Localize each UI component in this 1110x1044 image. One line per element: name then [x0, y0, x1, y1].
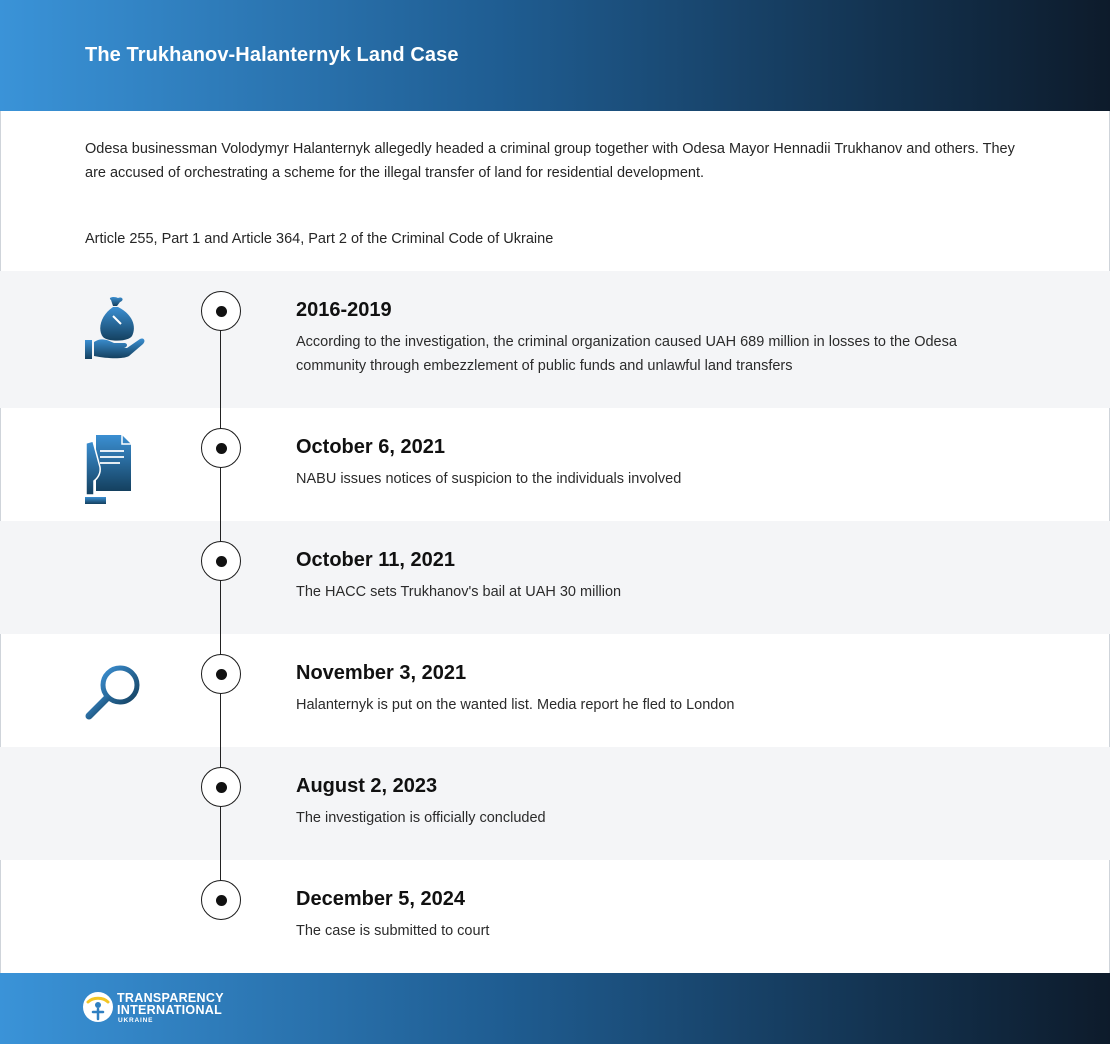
timeline-marker [201, 541, 241, 581]
event-description: NABU issues notices of suspicion to the individuals involved [296, 471, 682, 487]
event-date: December 5, 2024 [296, 888, 466, 910]
timeline-row [0, 747, 1110, 860]
event-date: 2016-2019 [296, 299, 392, 321]
logo-line-1: TRANSPARENCY [117, 991, 224, 1005]
event-date: August 2, 2023 [296, 775, 438, 797]
logo-emblem-icon [82, 991, 114, 1023]
event-date: October 11, 2021 [296, 549, 455, 571]
timeline-line [220, 311, 221, 899]
page-title: The Trukhanov-Halanternyk Land Case [85, 44, 459, 66]
intro-paragraph: Odesa businessman Volodymyr Halanternyk allegedly headed a criminal group together with Odesa Mayor Hennadii Trukhanov and others. They are accused of orchestrating a scheme for the illegal transfer of land for residential development. [85, 141, 1015, 181]
timeline-row [0, 860, 1110, 973]
timeline-row [0, 521, 1110, 634]
event-date: October 6, 2021 [296, 436, 445, 458]
timeline-marker [201, 428, 241, 468]
event-date: November 3, 2021 [296, 662, 467, 684]
event-description: The investigation is officially concluded [296, 810, 546, 826]
money-bag-hand-icon [84, 296, 146, 360]
document-hand-icon [84, 433, 134, 505]
footer-banner [0, 973, 1110, 1044]
timeline-marker [201, 767, 241, 807]
event-description: According to the investigation, the criminal organization caused UAH 689 million in losses to the Odesa community through embezzlement of public funds and unlawful land transfers [296, 334, 957, 374]
legal-article: Article 255, Part 1 and Article 364, Part 2 of the Criminal Code of Ukraine [85, 231, 554, 247]
event-description: The case is submitted to court [296, 923, 490, 939]
magnifier-icon [84, 662, 144, 724]
transparency-international-logo [82, 990, 242, 1030]
header-banner [0, 0, 1110, 111]
event-description: Halanternyk is put on the wanted list. Media report he fled to London [296, 697, 735, 713]
event-description: The HACC sets Trukhanov's bail at UAH 30 million [296, 584, 622, 600]
timeline-marker [201, 880, 241, 920]
timeline-row [0, 634, 1110, 747]
logo-line-3: UKRAINE [118, 1017, 154, 1024]
logo-wordmark [117, 992, 224, 1025]
timeline-marker [201, 291, 241, 331]
logo-line-2: INTERNATIONAL [117, 1003, 223, 1017]
timeline-marker [201, 654, 241, 694]
timeline-row [0, 408, 1110, 521]
timeline [0, 271, 1110, 973]
